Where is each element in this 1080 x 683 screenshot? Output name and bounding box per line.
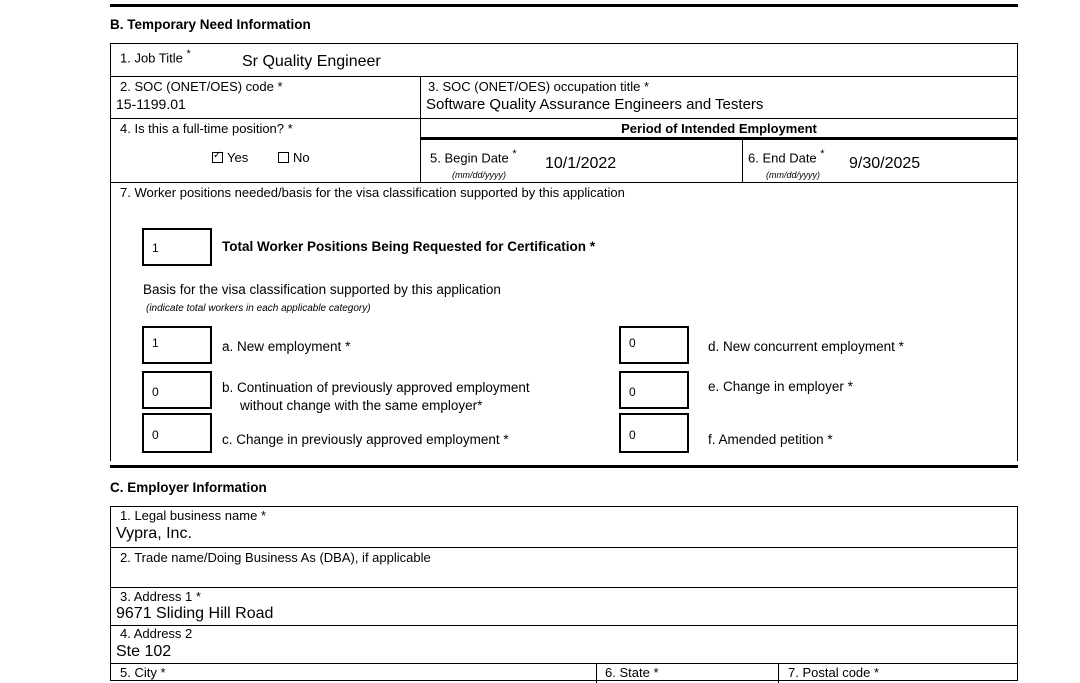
job-title-field[interactable]: Sr Quality Engineer	[242, 53, 381, 70]
continuation-employment-field[interactable]: 0	[142, 371, 212, 409]
end-date-hint: (mm/dd/yyyy)	[766, 170, 820, 180]
address2-field[interactable]: Ste 102	[116, 643, 172, 660]
amended-petition-label: f. Amended petition *	[708, 432, 833, 447]
total-positions-label: Total Worker Positions Being Requested for Certification *	[222, 239, 596, 254]
section-c-table	[110, 506, 1018, 681]
city-label: 5. City *	[120, 665, 166, 680]
section-b-title: B. Temporary Need Information	[110, 17, 311, 32]
soc-code-label: 2. SOC (ONET/OES) code *	[120, 79, 283, 94]
new-employment-field[interactable]: 1	[142, 326, 212, 364]
fulltime-no-option[interactable]: No	[278, 151, 310, 165]
trade-name-label: 2. Trade name/Doing Business As (DBA), if applicable	[120, 550, 431, 565]
soc-title-label: 3. SOC (ONET/OES) occupation title *	[428, 79, 650, 94]
no-checkbox-icon[interactable]	[278, 152, 289, 163]
end-date-label: 6. End Date *	[748, 148, 825, 166]
end-date-field[interactable]: 9/30/2025	[849, 155, 921, 172]
state-label: 6. State *	[605, 665, 659, 680]
amended-petition-field[interactable]: 0	[619, 413, 689, 453]
section-c-title: C. Employer Information	[110, 480, 267, 495]
soc-title-field[interactable]: Software Quality Assurance Engineers and Testers	[426, 96, 764, 113]
new-employment-label: a. New employment *	[222, 339, 351, 354]
legal-name-field[interactable]: Vypra, Inc.	[116, 525, 192, 542]
continuation-employment-label: b. Continuation of previously approved employment without change with the same employer*	[222, 380, 530, 413]
job-title-label: 1. Job Title *	[120, 48, 191, 66]
postal-code-label: 7. Postal code *	[788, 665, 880, 680]
begin-date-field[interactable]: 10/1/2022	[545, 155, 617, 172]
change-employer-label: e. Change in employer *	[708, 379, 853, 394]
soc-code-field[interactable]: 15-1199.01	[116, 96, 186, 112]
change-previous-employment-label: c. Change in previously approved employment *	[222, 432, 509, 447]
basis-label: Basis for the visa classification supported by this application	[143, 282, 501, 297]
begin-date-label: 5. Begin Date *	[430, 148, 517, 166]
fulltime-label: 4. Is this a full-time position? *	[120, 121, 293, 136]
address1-field[interactable]: 9671 Sliding Hill Road	[116, 605, 274, 622]
total-positions-field[interactable]: 1	[142, 228, 212, 266]
yes-checkbox-icon[interactable]	[212, 152, 223, 163]
positions-label: 7. Worker positions needed/basis for the visa classification supported by this application	[120, 185, 625, 200]
begin-date-hint: (mm/dd/yyyy)	[452, 170, 506, 180]
new-concurrent-employment-field[interactable]: 0	[619, 326, 689, 364]
period-header: Period of Intended Employment	[621, 121, 817, 136]
change-employer-field[interactable]: 0	[619, 371, 689, 409]
legal-name-label: 1. Legal business name *	[120, 508, 266, 523]
change-previous-employment-field[interactable]: 0	[142, 413, 212, 453]
basis-hint: (indicate total workers in each applicable category)	[146, 303, 371, 314]
new-concurrent-employment-label: d. New concurrent employment *	[708, 339, 904, 354]
section-b-top-rule	[110, 4, 1018, 7]
address2-label: 4. Address 2	[120, 626, 193, 641]
fulltime-yes-option[interactable]: ✓Yes	[212, 151, 248, 165]
address1-label: 3. Address 1 *	[120, 589, 201, 604]
